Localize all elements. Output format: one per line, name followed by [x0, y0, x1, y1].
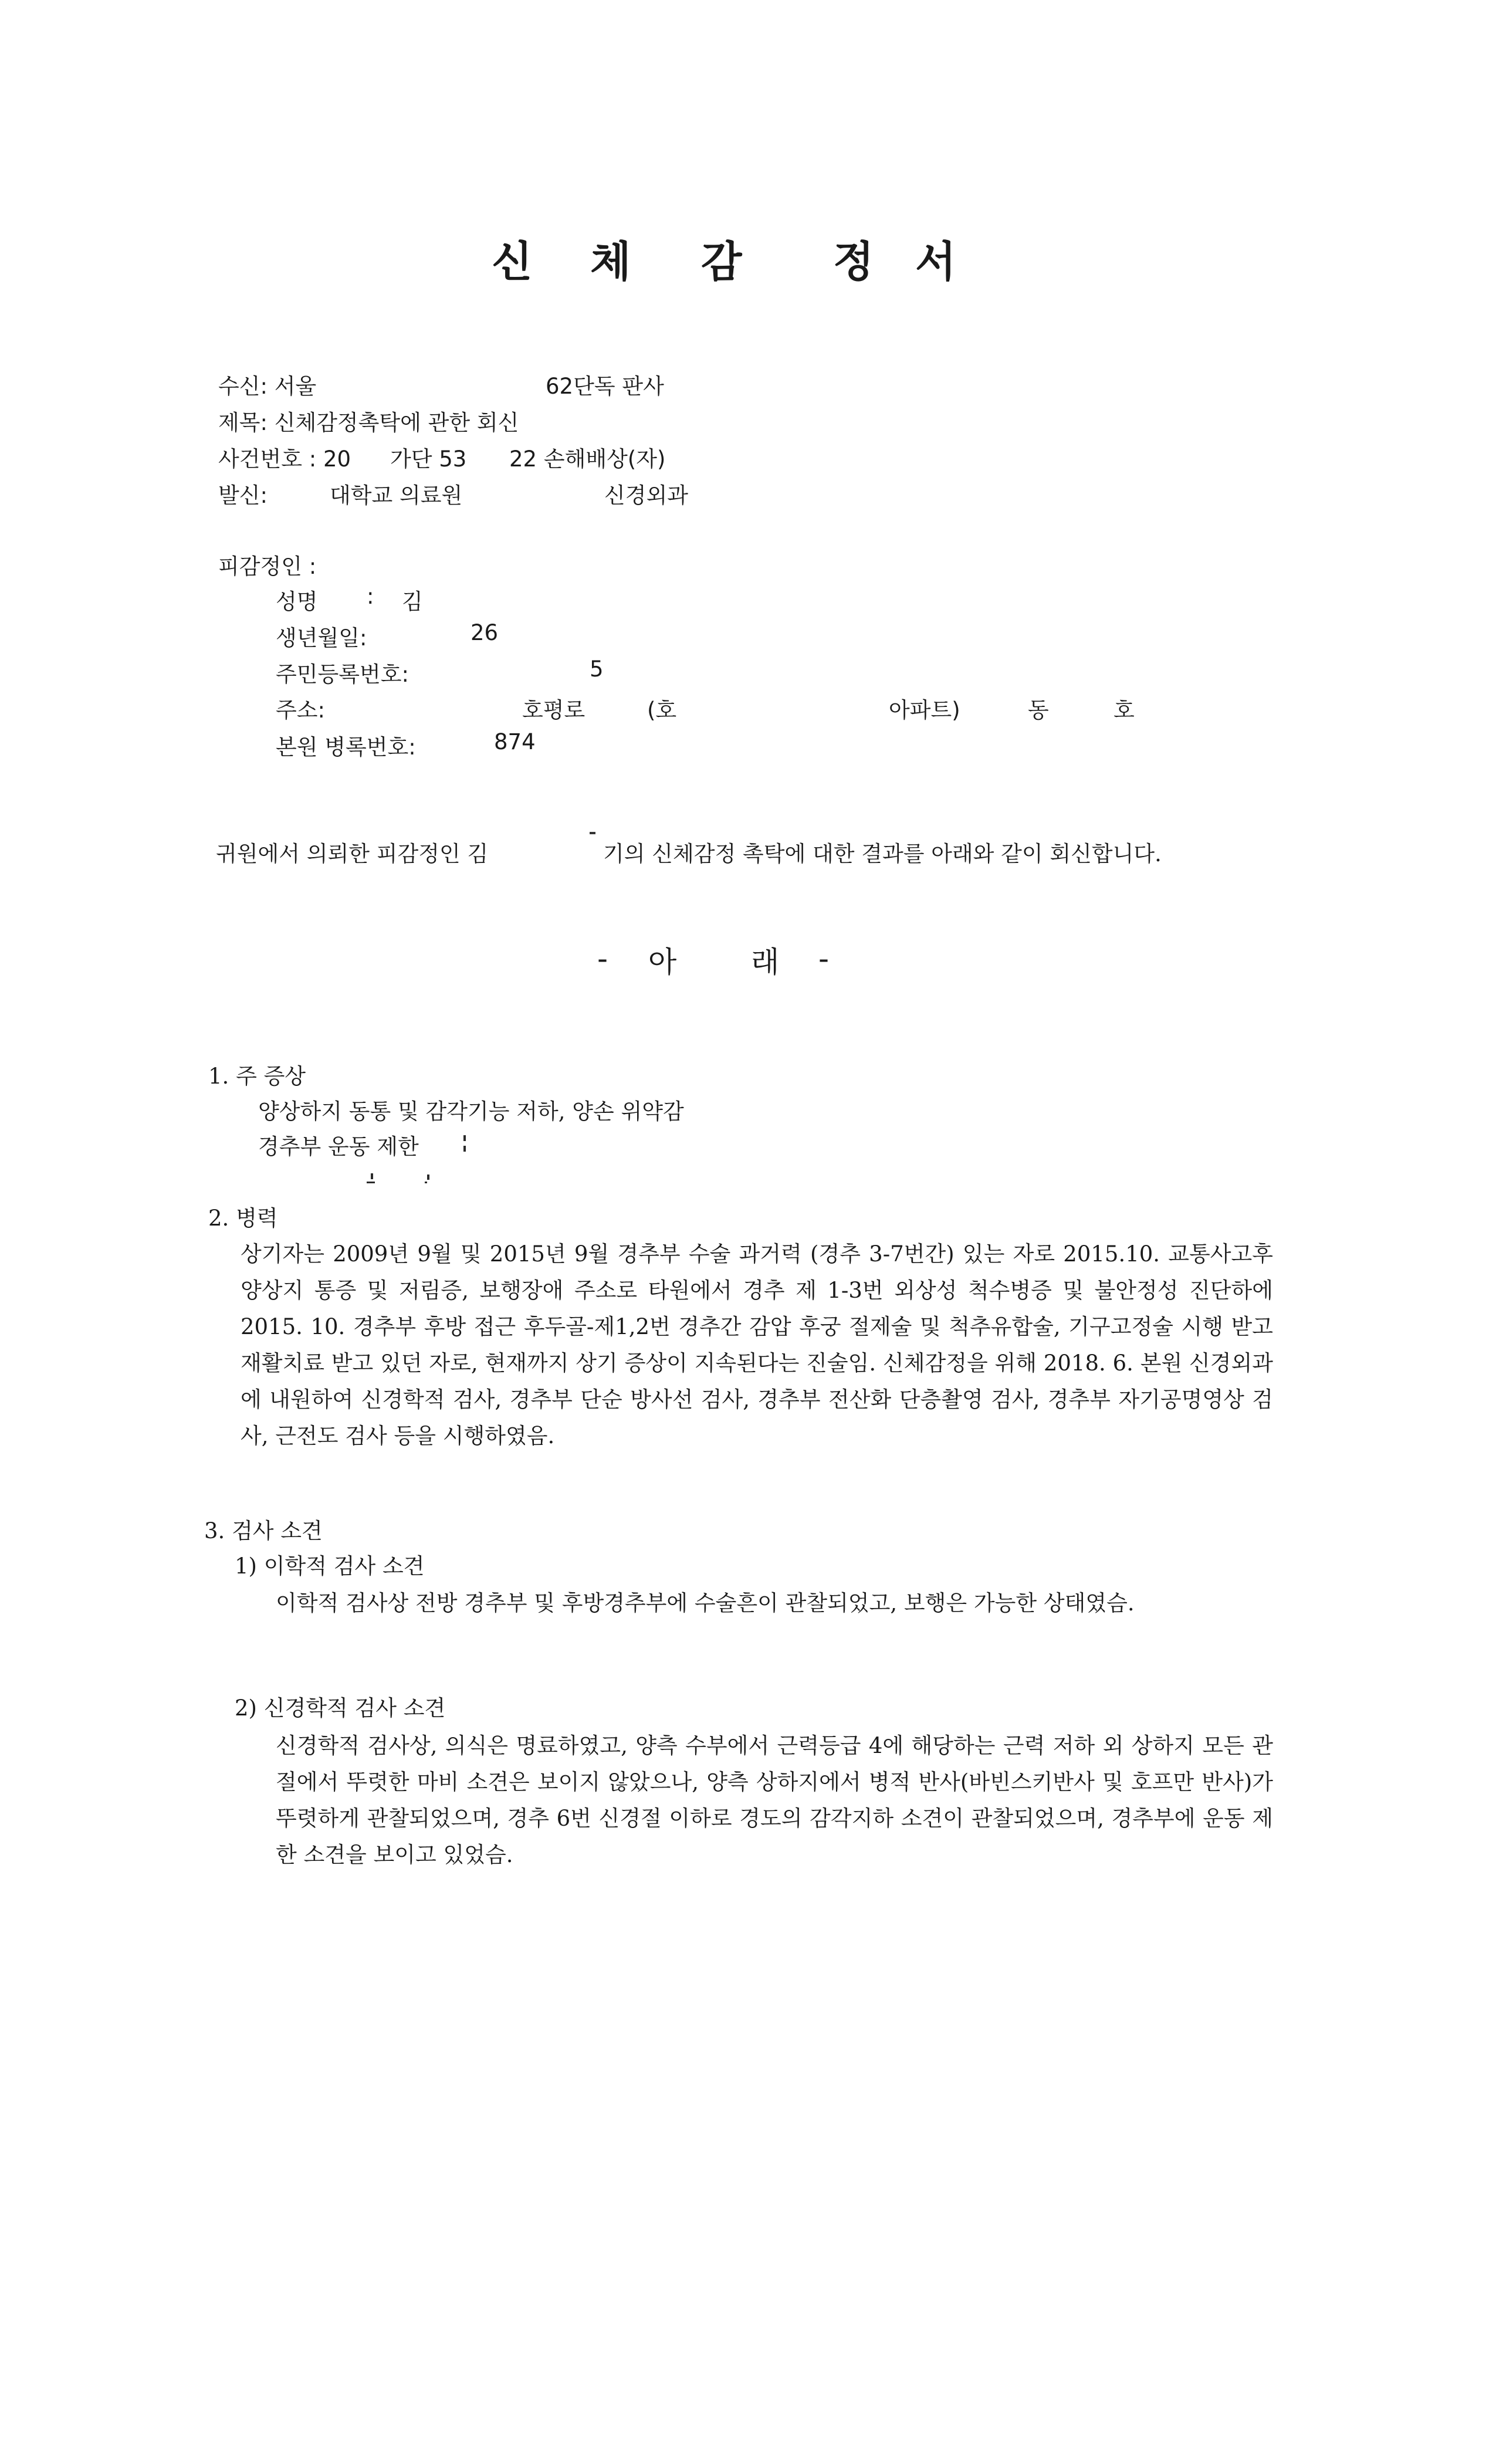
recipient-judge: 62단독 판사 [546, 374, 664, 399]
birth-label: 생년월일: [276, 625, 367, 651]
case-number-label: 사건번호 : 20 [218, 446, 351, 472]
name-label: 성명 [276, 589, 318, 614]
symptom-line: 경추부 운동 제한 [258, 1134, 419, 1159]
neuro-exam-paragraph: 신경학적 검사상, 의식은 명료하였고, 양측 수부에서 근력등급 4에 해당하는 근력 저하 외 상하지 모든 관절에서 뚜렷한 마비 소견은 보이지 않았으나, 양측 상하지에서 병적 반사(바빈스키반사 및 호프만 반사)가 뚜렷하게 관찰되었으며, 경추 6번 신경절 이하로 경도의 감각지하 소견이 관찰되었으며, 경추부에 운동 제한 소견을 보이고 있었슴. [276, 1733, 1273, 1867]
title-char: 감 [701, 237, 742, 286]
scan-speck [463, 1135, 466, 1141]
rrn-label: 주민등록번호: [276, 662, 409, 687]
address-label: 주소: [276, 698, 325, 723]
subject-person-heading: 피감정인 : [218, 554, 317, 579]
name-separator: : [367, 584, 374, 609]
address-road: 호평로 [522, 698, 585, 723]
section-title: 1. 주 증상 [208, 1064, 306, 1089]
record-number-value: 874 [494, 729, 536, 754]
recipient-label: 수신: 서울 [218, 374, 317, 399]
address-dong: 동 [1028, 698, 1049, 723]
sender-hospital: 대학교 의료원 [330, 483, 463, 508]
case-number-ga: 가단 53 [390, 446, 467, 472]
address-ho: 호 [1113, 698, 1135, 723]
scan-speck [425, 1182, 427, 1183]
history-paragraph: 상기자는 2009년 9월 및 2015년 9월 경추부 수술 과거력 (경추 3-7번간) 있는 자로 2015.10. 교통사고후 양상지 통증 및 저림증, 보행장애 주소로 타원에서 경추 제 1-3번 외상성 척수병증 및 불안정성 진단하에 2015. 10. 경추부 후방 접근 후두골-제1,2번 경추간 감압 후궁 절제술 및 척추유합술, 기구고정술 시행 받고 재활치료 받고 있던 자로, 현재까지 상기 증상이 지속된다는 진술임. 신체감정을 위해 2018. 6. 본원 신경외과에 내원하여 신경학적 검사, 경추부 단순 방사선 검사, 경추부 전산화 단층촬영 검사, 경추부 자기공명영상 검사, 근전도 검사 등을 시행하였음. [241, 1241, 1273, 1448]
physical-exam-paragraph: 이학적 검사상 전방 경추부 및 후방경추부에 수술흔이 관찰되었고, 보행은 가능한 상태였슴. [276, 1590, 1135, 1616]
intro-text-start: 귀원에서 의뢰한 피감정인 김 [216, 841, 489, 867]
birth-value: 26 [471, 620, 499, 645]
section-title: 2. 병력 [208, 1206, 278, 1231]
scan-speck [371, 1173, 373, 1179]
below-dash-right: - [818, 942, 830, 976]
sender-department: 신경외과 [604, 483, 688, 508]
subsection-title: 1) 이학적 검사 소견 [235, 1553, 425, 1579]
below-char-a: 아 [648, 945, 677, 979]
rrn-value: 5 [590, 656, 604, 682]
title-char: 정 [833, 237, 874, 286]
record-number-label: 본원 병록번호: [276, 735, 416, 760]
scan-speck [427, 1175, 429, 1180]
subject-line: 제목: 신체감정촉탁에 관한 회신 [218, 410, 519, 435]
scan-speck [463, 1146, 466, 1152]
address-apartment: 아파트) [889, 698, 960, 723]
title-char: 신 [492, 237, 533, 286]
address-ho-open: (호 [647, 698, 677, 723]
intro-text-end: 기의 신체감정 촉탁에 대한 결과를 아래와 같이 회신합니다. [603, 841, 1162, 867]
redaction-mark [590, 832, 595, 834]
title-char: 서 [915, 237, 956, 286]
below-dash-left: - [597, 942, 608, 976]
symptom-line: 양상하지 동통 및 감각기능 저하, 양손 위약감 [258, 1099, 684, 1124]
section-title: 3. 검사 소견 [204, 1518, 323, 1544]
name-value: 김 [402, 589, 423, 614]
case-type: 22 손해배상(자) [509, 446, 666, 472]
title-char: 체 [590, 237, 631, 286]
below-char-rae: 래 [751, 945, 780, 979]
subsection-title: 2) 신경학적 검사 소견 [235, 1695, 446, 1721]
scan-speck [367, 1182, 375, 1183]
sender-label: 발신: [218, 483, 268, 508]
